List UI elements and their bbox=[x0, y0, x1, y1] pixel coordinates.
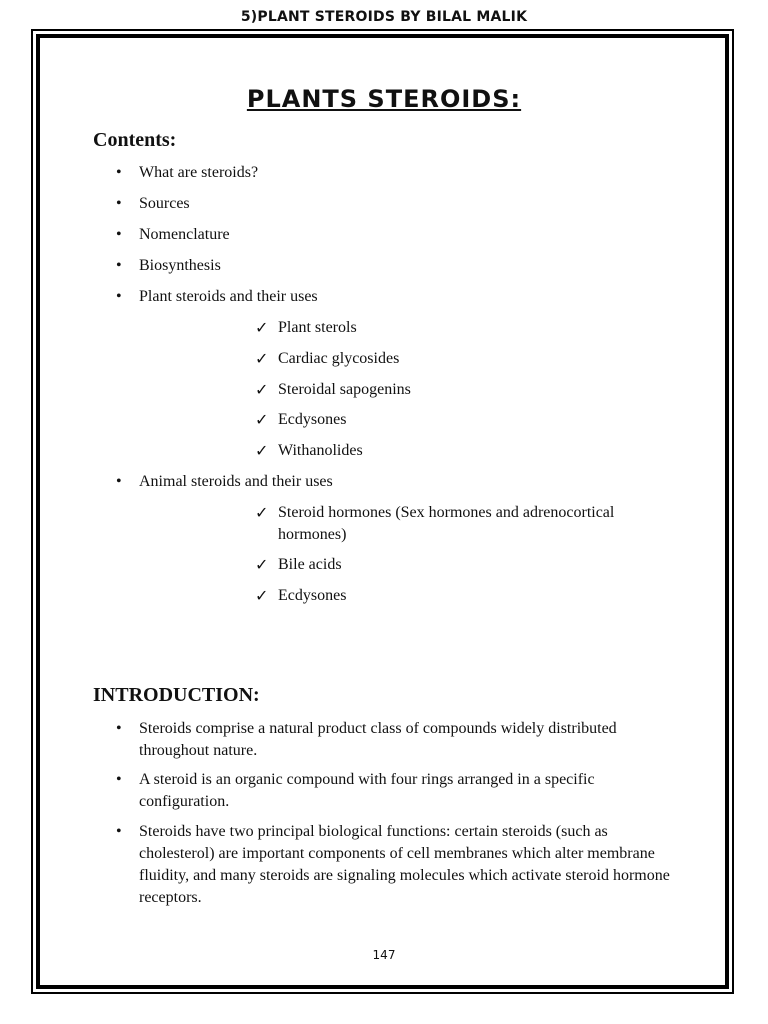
running-header: 5)PLANT STEROIDS BY BILAL MALIK bbox=[240, 9, 528, 25]
contents-item: Animal steroids and their uses bbox=[139, 473, 333, 490]
contents-subitem: Steroid hormones (Sex hormones and adrenocortical hormones) bbox=[278, 504, 615, 543]
checkmark-icon: ✓ bbox=[255, 380, 269, 399]
checkmark-icon: ✓ bbox=[255, 586, 269, 605]
contents-subitem: Cardiac glycosides bbox=[278, 350, 400, 367]
contents-item: Nomenclature bbox=[139, 226, 230, 243]
contents-item: What are steroids? bbox=[139, 164, 259, 181]
bullet-icon: • bbox=[116, 771, 122, 788]
checkmark-icon: ✓ bbox=[255, 503, 269, 522]
bullet-icon: • bbox=[116, 226, 122, 243]
checkmark-icon: ✓ bbox=[255, 410, 269, 429]
contents-subitem: Bile acids bbox=[278, 556, 342, 573]
introduction-point: Steroids comprise a natural product class of compounds widely distributed throughout nature. bbox=[139, 720, 617, 759]
contents-subitem: Withanolides bbox=[278, 442, 363, 459]
page-number: 147 bbox=[372, 948, 396, 962]
contents-subitem: Ecdysones bbox=[278, 587, 347, 604]
page-title: PLANTS STEROIDS: bbox=[246, 85, 522, 113]
checkmark-icon: ✓ bbox=[255, 555, 269, 574]
contents-item: Plant steroids and their uses bbox=[139, 288, 318, 305]
bullet-icon: • bbox=[116, 823, 122, 840]
bullet-icon: • bbox=[116, 288, 122, 305]
contents-heading: Contents: bbox=[93, 129, 177, 151]
contents-item: Sources bbox=[139, 195, 190, 212]
introduction-point: A steroid is an organic compound with four rings arranged in a specific configuration. bbox=[139, 771, 595, 810]
contents-item: Biosynthesis bbox=[139, 257, 221, 274]
bullet-icon: • bbox=[116, 195, 122, 212]
bullet-icon: • bbox=[116, 257, 122, 274]
bullet-icon: • bbox=[116, 720, 122, 737]
introduction-point: Steroids have two principal biological functions: certain steroids (such as cholesterol) are important components of cell membranes which alter membrane fluidity, and many steroids are signaling molecules which activate steroid hormone receptors. bbox=[139, 823, 670, 906]
checkmark-icon: ✓ bbox=[255, 318, 269, 337]
contents-subitem: Plant sterols bbox=[278, 319, 357, 336]
checkmark-icon: ✓ bbox=[255, 349, 269, 368]
bullet-icon: • bbox=[116, 164, 122, 181]
checkmark-icon: ✓ bbox=[255, 441, 269, 460]
introduction-heading: INTRODUCTION: bbox=[93, 684, 260, 706]
bullet-icon: • bbox=[116, 473, 122, 490]
contents-subitem: Steroidal sapogenins bbox=[278, 381, 411, 398]
contents-subitem: Ecdysones bbox=[278, 411, 347, 428]
